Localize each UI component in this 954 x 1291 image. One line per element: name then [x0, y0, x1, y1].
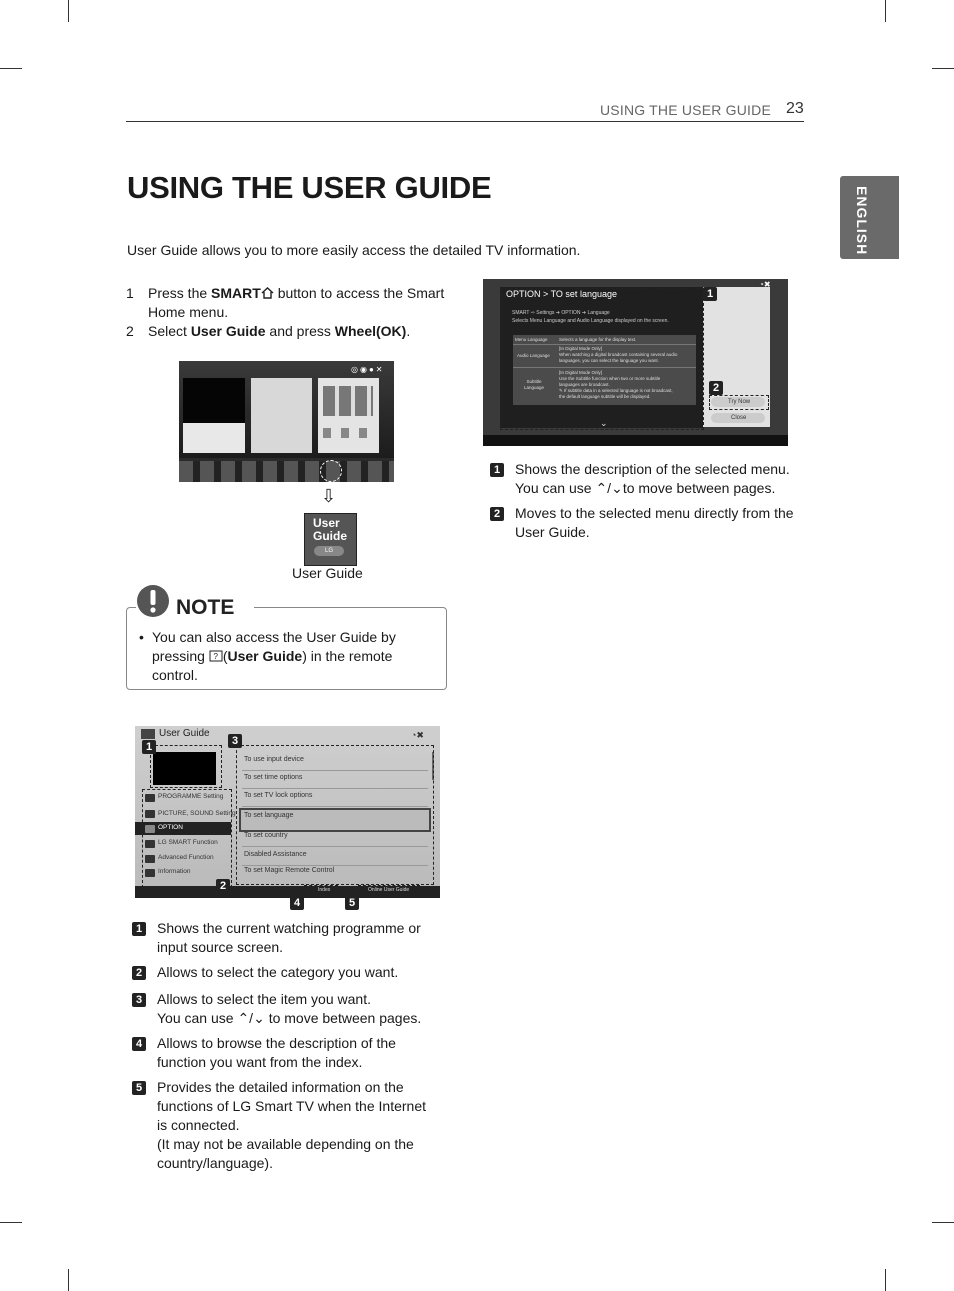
up-down-icon: ⌃/⌄: [237, 1010, 265, 1026]
smart-home-screenshot: [179, 361, 394, 482]
language-tab: ENGLISH: [840, 176, 899, 259]
guide-item[interactable]: To set TV lock options: [242, 788, 428, 807]
crop-mark: [0, 1222, 22, 1223]
page-number: 23: [786, 100, 804, 117]
index-button[interactable]: Index: [318, 887, 331, 893]
svg-text:?: ?: [213, 652, 218, 661]
guide-item[interactable]: To set country: [242, 828, 428, 847]
crop-mark: [68, 0, 69, 22]
crop-mark: [932, 68, 954, 69]
step-2: 2 Select User Guide and press Wheel(OK).: [126, 323, 411, 339]
crop-mark: [885, 1269, 886, 1291]
description-4: 4 Allows to browse the description of the function you want from the index.: [132, 1034, 442, 1072]
home-icon: [261, 287, 274, 299]
subtitle: Selects Menu Language and Audio Language displayed on the screen.: [512, 318, 669, 324]
language-table: Menu Language Selects a language for the display text. Audio Language [In Digital Mode Only] When watching a digital broadcast containing several audio languages, you can select the language you want. Subtitle Language [In Digital Mode Only] Use the Subtitle function when two or more subtitle languages are broadcast. ✎ If subtitle data in a selected language is not broadcast, the default language subtitle will be displayed.: [513, 335, 696, 405]
callout-badge: 1: [142, 740, 156, 754]
description-2: 2 Allows to select the category you want.: [132, 963, 442, 982]
page-title: USING THE USER GUIDE: [127, 170, 492, 205]
category-item[interactable]: PICTURE, SOUND Setting: [158, 810, 236, 817]
description-3: 3 Allows to select the item you want. You can use ⌃/⌄ to move between pages.: [132, 990, 442, 1028]
callout-badge: 5: [345, 896, 359, 910]
callout-badge: 3: [228, 734, 242, 748]
header-rule: [126, 121, 804, 122]
category-item[interactable]: PROGRAMME Setting: [158, 793, 224, 800]
category-item[interactable]: Information: [158, 868, 191, 875]
running-header: USING THE USER GUIDE: [600, 102, 771, 118]
lg-logo: LG: [314, 546, 344, 556]
crop-mark: [932, 1222, 954, 1223]
user-guide-caption: User Guide: [292, 565, 363, 581]
crop-mark: [0, 68, 22, 69]
back-close-icons[interactable]: ◔✖: [411, 730, 424, 740]
card-panel: [183, 423, 245, 453]
note-text: • You can also access the User Guide by pressing ? (User Guide) in the remote control.: [139, 629, 396, 683]
callout-badge: 4: [290, 896, 304, 910]
user-guide-app-icon[interactable]: User Guide LG: [304, 513, 357, 566]
crop-mark: [885, 0, 886, 22]
guide-title: User Guide: [159, 728, 210, 739]
back-close-icons[interactable]: ◔✖: [759, 280, 771, 289]
user-guide-key-icon: [209, 650, 223, 662]
callout-frame-5: [358, 885, 420, 898]
callout-frame-2: [142, 789, 232, 888]
launcher-bar[interactable]: [179, 461, 394, 482]
chevron-down-icon[interactable]: ⌄: [600, 418, 608, 428]
note-title: NOTE: [176, 596, 235, 619]
live-tv-preview: [183, 378, 245, 423]
guide-item[interactable]: To use input device: [242, 752, 428, 771]
callout-badge: 1: [703, 287, 717, 301]
card-panel: [251, 378, 312, 453]
menu-path: SMART ⇨ Settings ➜ OPTION ➜ Language: [512, 310, 610, 316]
description-5: 5 Provides the detailed information on the functions of LG Smart TV when the Internet is connected. (It may not be available depending on the country/language).: [132, 1078, 442, 1173]
close-button[interactable]: Close: [731, 415, 747, 421]
guide-item[interactable]: To set time options: [242, 770, 428, 789]
callout-frame-4: [304, 885, 338, 898]
note-header: [136, 584, 254, 618]
guide-item[interactable]: Disabled Assistance: [242, 847, 428, 866]
category-item-selected[interactable]: OPTION: [158, 824, 183, 831]
category-item[interactable]: LG SMART Function: [158, 839, 218, 846]
callout-badge: 2: [216, 879, 230, 893]
user-guide-highlight: [320, 460, 342, 482]
footer-bar: [483, 435, 788, 446]
description-r2: 2 Moves to the selected menu directly from the User Guide.: [490, 504, 810, 542]
top-controls[interactable]: ◎◉●✕: [351, 365, 385, 374]
down-arrow-icon: ⇩: [321, 486, 337, 506]
try-now-button[interactable]: Try Now: [728, 399, 751, 405]
up-down-icon: ⌃/⌄: [595, 480, 623, 496]
callout-frame-1: [150, 745, 222, 788]
guide-item[interactable]: To set Magic Remote Control: [244, 867, 335, 874]
intro-text: User Guide allows you to more easily access the detailed TV information.: [127, 242, 581, 258]
guide-item-selected[interactable]: To set language: [244, 812, 294, 819]
description-r1: 1 Shows the description of the selected menu. You can use ⌃/⌄to move between pages.: [490, 460, 810, 498]
step-1: 1 Press the SMART button to access the Smart Home menu.: [126, 285, 445, 320]
callout-frame-r1: [500, 288, 704, 430]
callout-frame-3: [236, 745, 434, 885]
exclamation-icon: [136, 584, 170, 618]
breadcrumb: OPTION > TO set language: [506, 289, 617, 299]
callout-badge: 2: [709, 381, 723, 395]
callout-frame-r2: [709, 395, 769, 410]
description-1: 1 Shows the current watching programme or input source screen.: [132, 919, 442, 957]
online-guide-button[interactable]: Online User Guide: [368, 887, 410, 893]
category-item[interactable]: Advanced Function: [158, 854, 214, 861]
card-panel: [318, 378, 379, 453]
crop-mark: [68, 1269, 69, 1291]
